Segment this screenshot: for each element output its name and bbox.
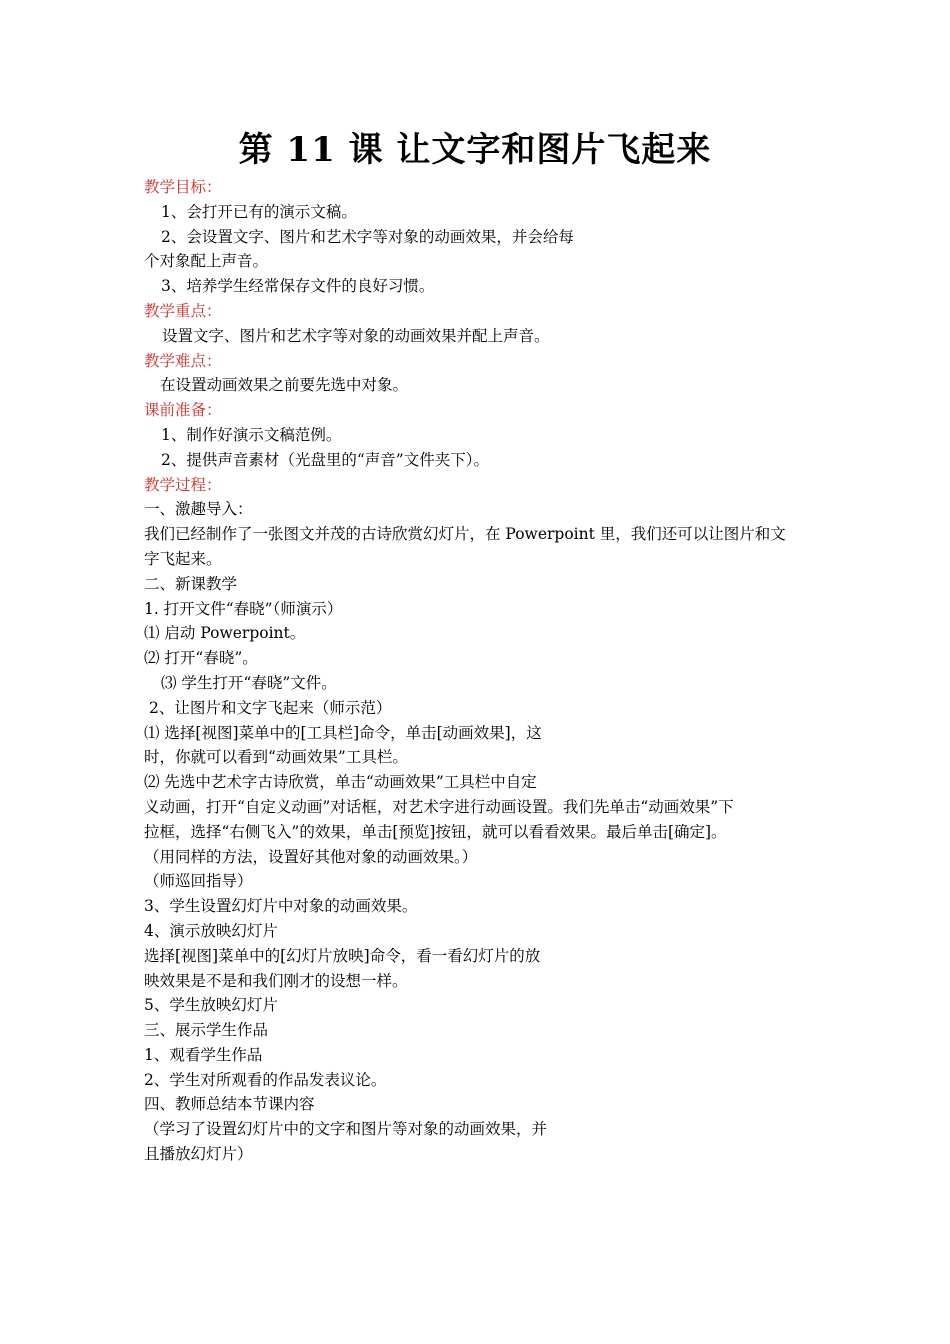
- text-line: 5、学生放映幻灯片: [144, 996, 278, 1015]
- text-line: 一、激趣导入：: [144, 500, 253, 519]
- text-line: （学习了设置幻灯片中的文字和图片等对象的动画效果，并: [144, 1120, 548, 1139]
- text-line: 我们已经制作了一张图文并茂的古诗欣赏幻灯片，在 Powerpoint 里，我们还可以让图片和文: [144, 525, 786, 544]
- text-line: 二、新课教学: [144, 574, 238, 593]
- section-heading: 教学目标：: [144, 178, 222, 196]
- text-line: 3、学生设置幻灯片中对象的动画效果。: [144, 897, 418, 916]
- text-line: 四、教师总结本节课内容: [144, 1095, 315, 1114]
- section-heading: 教学重点：: [144, 301, 222, 320]
- text-line: ⑴ 启动 Powerpoint。: [144, 624, 306, 643]
- section-heading: 教学过程：: [144, 475, 222, 494]
- text-line: ⑴ 选择[视图]菜单中的[工具栏]命令，单击[动画效果]，这: [144, 723, 542, 742]
- text-line: （用同样的方法，设置好其他对象的动画效果。）: [144, 847, 478, 866]
- document-title: 第 11 课 让文字和图片飞起来: [238, 130, 712, 170]
- text-line: 1、会打开已有的演示文稿。: [161, 202, 357, 221]
- text-line: 在设置动画效果之前要先选中对象。: [160, 376, 409, 395]
- text-line: 2、学生对所观看的作品发表议论。: [144, 1070, 387, 1089]
- text-line: 时，你就可以看到“动画效果”工具栏。: [144, 748, 408, 767]
- text-line: 2、会设置文字、图片和艺术字等对象的动画效果，并会给每: [161, 227, 574, 246]
- text-line: 2、提供声音素材（光盘里的“声音”文件夹下）。: [161, 450, 489, 469]
- text-line: 1、观看学生作品: [144, 1045, 263, 1064]
- text-line: 义动画，打开“自定义动画”对话框，对艺术字进行动画设置。我们先单击“动画效果”下: [144, 797, 734, 816]
- document-body: [144, 175, 824, 1167]
- text-line: 3、培养学生经常保存文件的良好习惯。: [161, 277, 435, 296]
- text-line: ⑵ 打开“春晓”。: [144, 649, 258, 668]
- text-line: 2、让图片和文字飞起来（师示范）: [149, 698, 392, 717]
- text-line: 且播放幻灯片）: [144, 1145, 253, 1164]
- text-line: 个对象配上声音。: [144, 252, 269, 271]
- text-line: 拉框，选择“右侧飞入”的效果，单击[预览]按钮，就可以看看效果。最后单击[确定]。: [144, 822, 727, 841]
- text-line: 选择[视图]菜单中的[幻灯片放映]命令，看一看幻灯片的放: [144, 946, 541, 965]
- text-line: 4、演示放映幻灯片: [144, 921, 278, 940]
- text-line: ⑵ 先选中艺术字古诗欣赏，单击“动画效果”工具栏中自定: [144, 773, 537, 792]
- text-line: 映效果是不是和我们刚才的设想一样。: [144, 971, 408, 990]
- section-heading: 教学难点：: [144, 351, 222, 370]
- text-line: 三、展示学生作品: [144, 1021, 269, 1040]
- text-line: 1. 打开文件“春晓”（师演示）: [144, 599, 343, 618]
- text-line: ⑶ 学生打开“春晓”文件。: [161, 673, 337, 692]
- section-heading: 课前准备：: [144, 401, 222, 420]
- text-line: （师巡回指导）: [144, 872, 253, 891]
- text-line: 1、制作好演示文稿范例。: [161, 425, 342, 444]
- text-line: 设置文字、图片和艺术字等对象的动画效果并配上声音。: [162, 326, 550, 345]
- text-line: 字飞起来。: [144, 549, 222, 568]
